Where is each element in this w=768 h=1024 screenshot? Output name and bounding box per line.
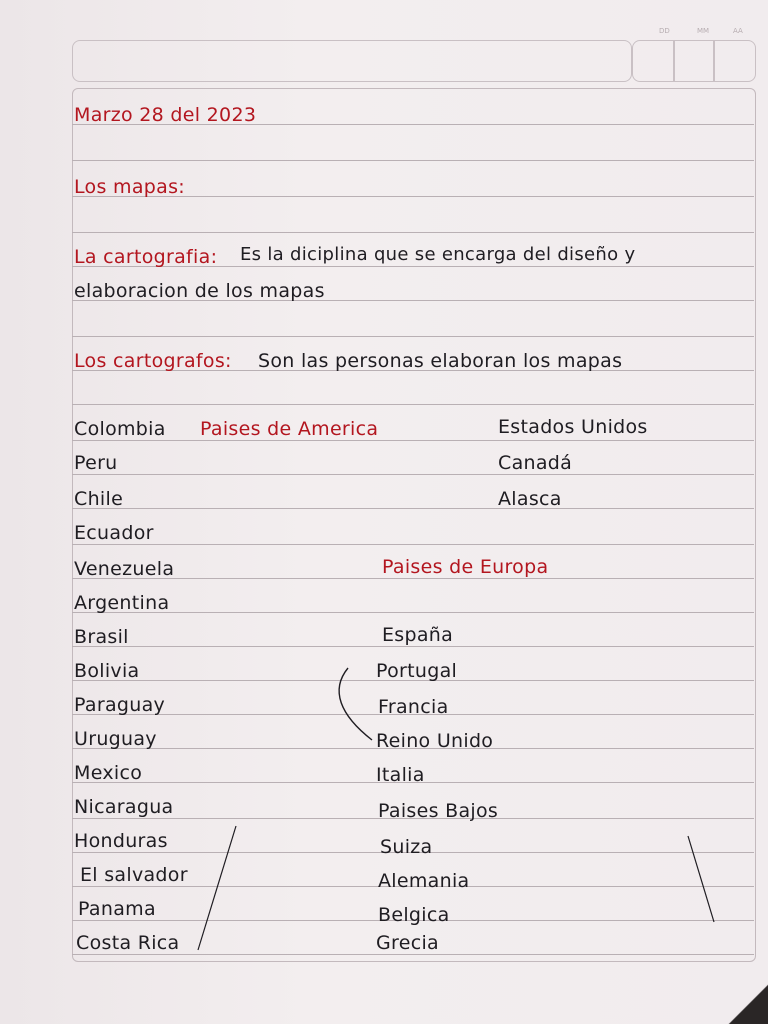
list-item: Suiza bbox=[380, 836, 433, 858]
year-label: AA bbox=[733, 27, 743, 35]
list-item: Italia bbox=[376, 764, 425, 786]
list-item: Reino Unido bbox=[376, 730, 494, 752]
bracket-stroke bbox=[339, 668, 372, 740]
slash-stroke bbox=[198, 826, 236, 950]
month-label: MM bbox=[697, 27, 710, 35]
list-item: Argentina bbox=[74, 592, 170, 614]
list-item: Brasil bbox=[74, 626, 129, 648]
note-topic: Los mapas: bbox=[74, 176, 185, 198]
list-item: Chile bbox=[74, 488, 124, 510]
day-label: DD bbox=[659, 27, 670, 35]
america-heading: Paises de America bbox=[200, 418, 379, 440]
list-item: Alemania bbox=[378, 870, 470, 892]
cartography-definition: Es la diciplina que se encarga del diseño y bbox=[240, 244, 636, 265]
cartographers-definition: Son las personas elaboran los mapas bbox=[258, 350, 623, 372]
list-item: Costa Rica bbox=[76, 932, 180, 954]
list-item: Nicaragua bbox=[74, 796, 174, 818]
list-item: Panama bbox=[78, 898, 156, 920]
list-item: Colombia bbox=[74, 418, 166, 440]
list-item: Grecia bbox=[376, 932, 439, 954]
list-item: España bbox=[382, 624, 454, 646]
list-item: Paraguay bbox=[74, 694, 166, 716]
list-item: Belgica bbox=[378, 904, 450, 926]
note-date: Marzo 28 del 2023 bbox=[74, 104, 257, 126]
list-item: Francia bbox=[378, 696, 449, 718]
list-item: Honduras bbox=[74, 830, 168, 852]
list-item: Mexico bbox=[74, 762, 143, 784]
list-item: El salvador bbox=[80, 864, 188, 886]
cartography-definition-cont: elaboracion de los mapas bbox=[74, 280, 325, 302]
list-item: Venezuela bbox=[74, 558, 175, 580]
list-item: Alasca bbox=[498, 488, 562, 510]
list-item: Bolivia bbox=[74, 660, 140, 682]
list-item: Peru bbox=[74, 452, 118, 474]
list-item: Estados Unidos bbox=[498, 416, 648, 438]
list-item: Uruguay bbox=[74, 728, 157, 750]
cartographers-term: Los cartografos: bbox=[74, 350, 232, 372]
list-item: Ecuador bbox=[74, 522, 154, 544]
list-item: Canadá bbox=[498, 452, 573, 474]
cartography-term: La cartografia: bbox=[74, 246, 218, 268]
page-corner-shadow bbox=[728, 984, 768, 1024]
europe-heading: Paises de Europa bbox=[382, 556, 549, 578]
list-item: Paises Bajos bbox=[378, 800, 499, 822]
list-item: Portugal bbox=[376, 660, 458, 682]
slash-stroke bbox=[688, 836, 714, 922]
